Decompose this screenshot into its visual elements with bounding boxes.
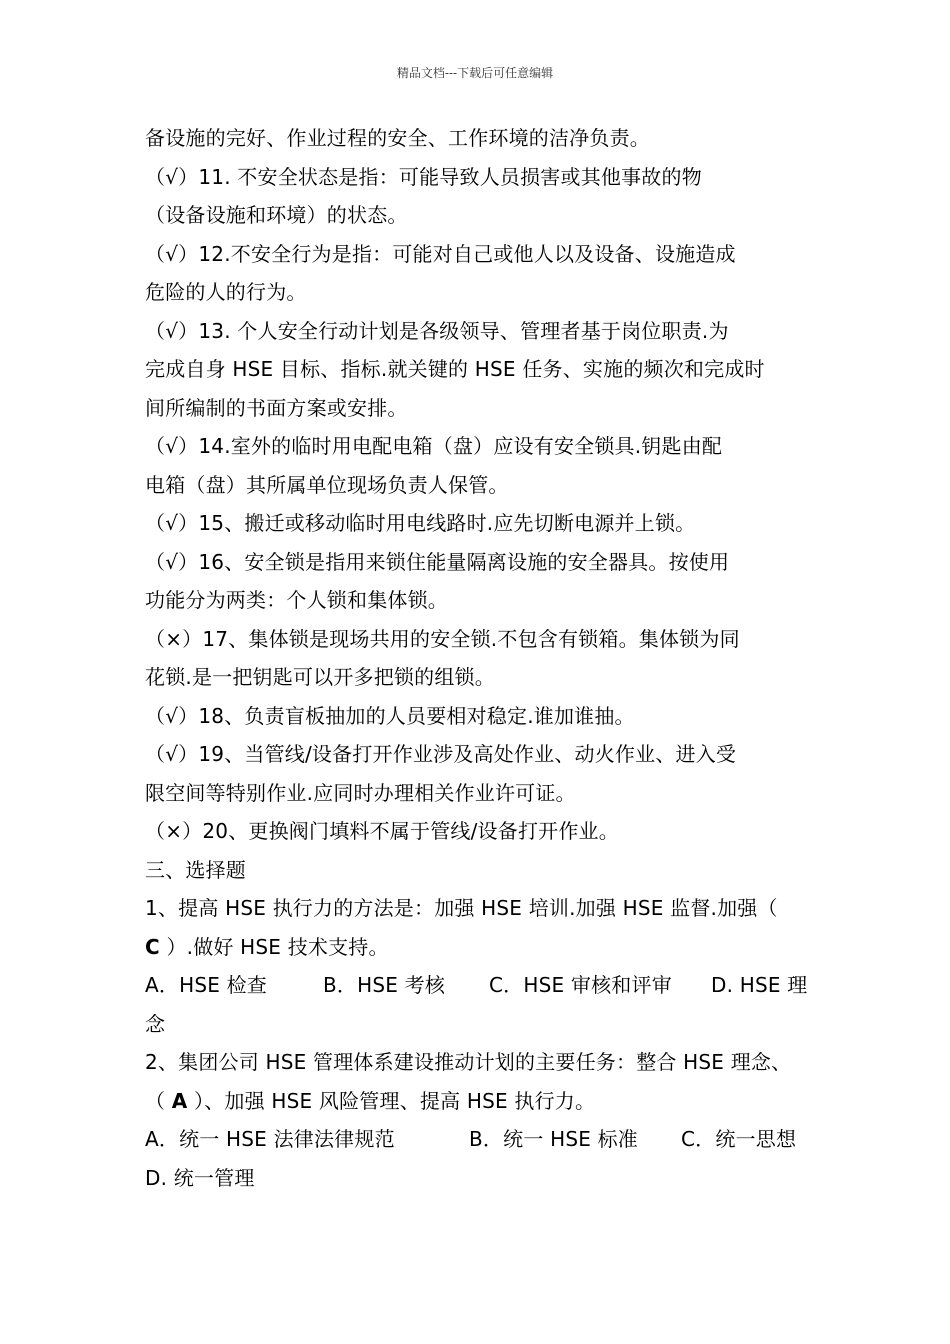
text-line: （√）19、当管线/设备打开作业涉及高处作业、动火作业、进入受 bbox=[145, 742, 737, 766]
question-1-stem-end: ）.做好 HSE 技术支持。 bbox=[159, 934, 389, 959]
text-line: （设备设施和环境）的状态。 bbox=[145, 203, 408, 227]
document-body bbox=[145, 119, 825, 1197]
text-line: （√）18、负责盲板抽加的人员要相对稳定.谁加谁抽。 bbox=[145, 703, 635, 728]
option-d: D. HSE 理 bbox=[711, 973, 808, 997]
option-c: C．统一思想 bbox=[681, 1127, 797, 1151]
option-d: D. 统一管理 bbox=[145, 1165, 255, 1190]
text-line: 花锁.是一把钥匙可以开多把锁的组锁。 bbox=[145, 665, 495, 689]
text-line: （√）11. 不安全状态是指：可能导致人员损害或其他事故的物 bbox=[145, 164, 702, 189]
question-2-answer: A bbox=[171, 1088, 188, 1113]
text-line: 电箱（盘）其所属单位现场负责人保管。 bbox=[145, 472, 509, 497]
text-line: 危险的人的行为。 bbox=[145, 280, 307, 304]
question-2-options bbox=[145, 1120, 825, 1159]
text-line: （√）16、安全锁是指用来锁住能量隔离设施的安全器具。按使用 bbox=[145, 549, 730, 574]
question-2-stem-end: ）、加强 HSE 风险管理、提高 HSE 执行力。 bbox=[187, 1088, 596, 1113]
question-1-answer-line bbox=[145, 928, 825, 967]
text-line: （×）20、更换阀门填料不属于管线/设备打开作业。 bbox=[145, 819, 619, 843]
option-c: C．HSE 审核和评审 bbox=[489, 973, 672, 997]
text-line: （√）13. 个人安全行动计划是各级领导、管理者基于岗位职责.为 bbox=[145, 318, 729, 343]
option-b: B．统一 HSE 标准 bbox=[469, 1127, 639, 1151]
question-2-prefix: （ bbox=[145, 1088, 172, 1113]
page-header: 精品文档---下载后可任意编辑 bbox=[396, 66, 554, 80]
text-line: （√）12.不安全行为是指：可能对自己或他人以及设备、设施造成 bbox=[145, 241, 736, 266]
text-line: （√）15、搬迁或移动临时用电线路时.应先切断电源并上锁。 bbox=[145, 511, 696, 535]
option-a: A．HSE 检查 bbox=[145, 973, 268, 997]
option-d-continued: 念 bbox=[145, 1011, 166, 1036]
option-a: A．统一 HSE 法律法律规范 bbox=[145, 1127, 395, 1151]
text-line: （√）14.室外的临时用电配电箱（盘）应设有安全锁具.钥匙由配 bbox=[145, 434, 723, 458]
option-b: B．HSE 考核 bbox=[323, 973, 446, 997]
text-line: 备设施的完好、作业过程的安全、工作环境的洁净负责。 bbox=[145, 126, 650, 150]
text-line: 功能分为两类：个人锁和集体锁。 bbox=[145, 588, 448, 612]
text-line: 间所编制的书面方案或安排。 bbox=[145, 395, 408, 420]
question-1-options bbox=[145, 966, 825, 1005]
text-line: （×）17、集体锁是现场共用的安全锁.不包含有锁箱。集体锁为同 bbox=[145, 626, 740, 651]
question-2-answer-line bbox=[145, 1082, 825, 1121]
section-heading: 三、选择题 bbox=[145, 857, 246, 882]
question-1-stem: 1、提高 HSE 执行力的方法是：加强 HSE 培训.加强 HSE 监督.加强（ bbox=[145, 896, 778, 920]
question-1-answer: C bbox=[145, 934, 160, 959]
question-2-stem: 2、集团公司 HSE 管理体系建设推动计划的主要任务：整合 HSE 理念、 bbox=[145, 1050, 792, 1074]
text-line: 完成自身 HSE 目标、指标.就关键的 HSE 任务、实施的频次和完成时 bbox=[145, 357, 765, 381]
text-line: 限空间等特别作业.应同时办理相关作业许可证。 bbox=[145, 780, 576, 805]
